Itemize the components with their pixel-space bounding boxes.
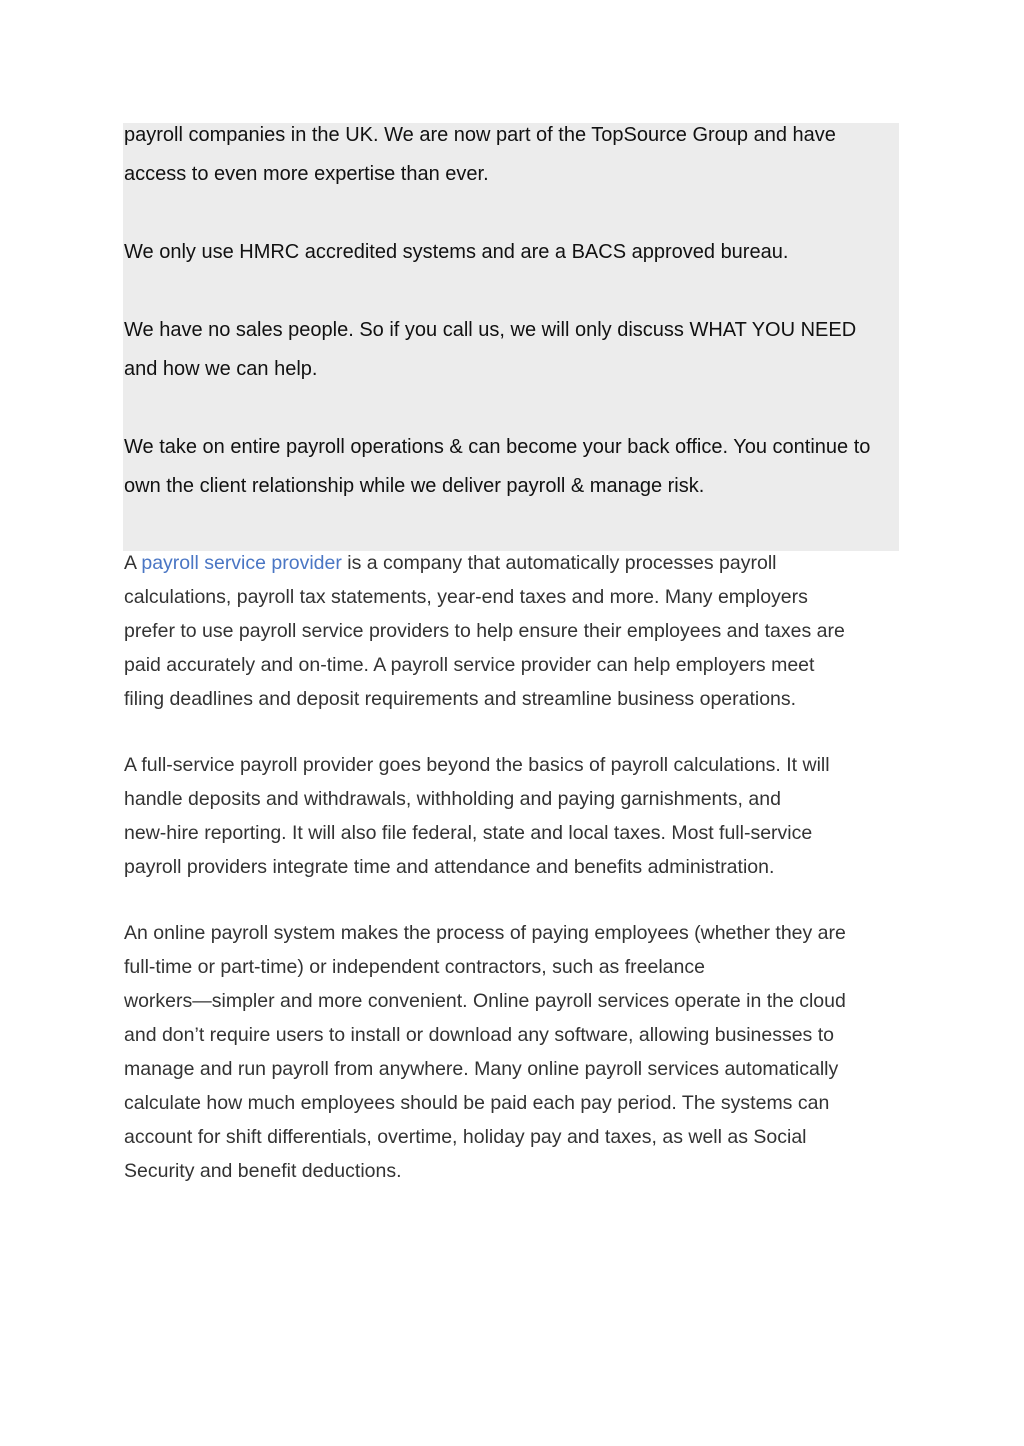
text-line: We only use HMRC accredited systems and are a BACS approved bureau. bbox=[124, 241, 789, 263]
text-line: manage and run payroll from anywhere. Many online payroll services automatically bbox=[124, 1058, 839, 1080]
text-line: handle deposits and withdrawals, withholding and paying garnishments, and bbox=[124, 788, 781, 810]
highlight-paragraph-3 bbox=[124, 311, 904, 389]
highlight-paragraph-2 bbox=[124, 233, 904, 272]
text-line: Security and benefit deductions. bbox=[124, 1160, 402, 1182]
highlight-paragraph-1 bbox=[124, 116, 904, 194]
payroll-service-provider-link[interactable]: payroll service provider bbox=[141, 552, 342, 574]
text-line: payroll providers integrate time and attendance and benefits administration. bbox=[124, 856, 775, 878]
text-line: payroll companies in the UK. We are now part of the TopSource Group and have bbox=[124, 124, 836, 146]
text-line: calculations, payroll tax statements, year-end taxes and more. Many employers bbox=[124, 586, 808, 608]
text-line: paid accurately and on-time. A payroll service provider can help employers meet bbox=[124, 654, 815, 676]
text-line: new-hire reporting. It will also file federal, state and local taxes. Most full-service bbox=[124, 822, 813, 844]
text-line: prefer to use payroll service providers to help ensure their employees and taxes are bbox=[124, 620, 845, 642]
text-line: and don’t require users to install or download any software, allowing businesses to bbox=[124, 1024, 834, 1046]
text-line: access to even more expertise than ever. bbox=[124, 163, 489, 185]
highlight-paragraph-4 bbox=[124, 428, 904, 506]
text-line: An online payroll system makes the process of paying employees (whether they are bbox=[124, 922, 846, 944]
text-line: We take on entire payroll operations & can become your back office. You continue to bbox=[124, 436, 871, 458]
text-fragment: is a company that automatically processes payroll bbox=[341, 552, 777, 574]
text-line bbox=[124, 546, 904, 580]
article-paragraph-2 bbox=[124, 748, 904, 884]
text-fragment: A bbox=[124, 552, 142, 574]
text-line: account for shift differentials, overtime, holiday pay and taxes, as well as Social bbox=[124, 1126, 807, 1148]
article-paragraph-1 bbox=[124, 546, 904, 716]
article-paragraph-3 bbox=[124, 916, 904, 1188]
text-line: and how we can help. bbox=[124, 358, 318, 380]
text-line: filing deadlines and deposit requirements and streamline business operations. bbox=[124, 688, 797, 710]
text-line: full-time or part-time) or independent contractors, such as freelance bbox=[124, 956, 705, 978]
text-line: own the client relationship while we deliver payroll & manage risk. bbox=[124, 475, 705, 497]
text-line: calculate how much employees should be paid each pay period. The systems can bbox=[124, 1092, 830, 1114]
text-line: We have no sales people. So if you call us, we will only discuss WHAT YOU NEED bbox=[124, 319, 857, 341]
text-line: A full-service payroll provider goes beyond the basics of payroll calculations. It will bbox=[124, 754, 830, 776]
text-line: workers—simpler and more convenient. Online payroll services operate in the cloud bbox=[124, 990, 846, 1012]
